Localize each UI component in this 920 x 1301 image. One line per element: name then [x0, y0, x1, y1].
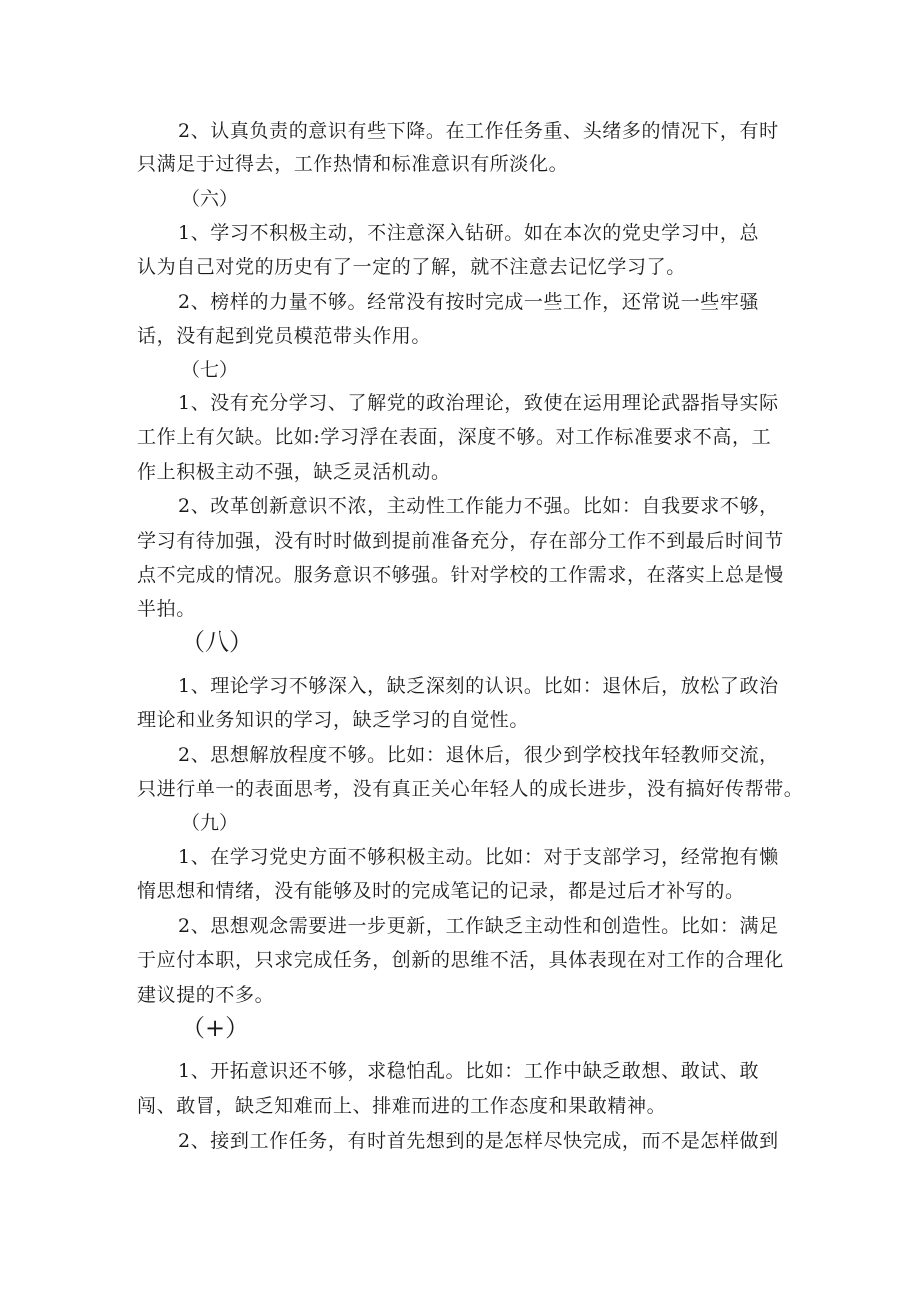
paragraph-line: 1、在学习党史方面不够积极主动。比如：对于支部学习，经常抱有懒: [178, 846, 779, 868]
paragraph-line: 工作上有欠缺。比如:学习浮在表面，深度不够。对工作标准要求不高，工: [137, 426, 772, 448]
paragraph-line: 闯、敢冒，缺乏知难而上、排难而进的工作态度和果敢精神。: [137, 1095, 667, 1117]
section-heading-7: （七）: [181, 359, 239, 381]
paragraph-line: 认为自己对党的历史有了一定的了解，就不注意去记忆学习了。: [137, 256, 686, 278]
paragraph-line: 2、认真负责的意识有些下降。在工作任务重、头绪多的情况下，有时: [178, 120, 779, 142]
paragraph-line: 于应付本职，只求完成任务，创新的思维不活，具体表现在对工作的合理化: [137, 949, 784, 971]
paragraph-line: 2、改革创新意识不浓，主动性工作能力不强。比如：自我要求不够，: [178, 495, 779, 517]
paragraph-line: 学习有待加强，没有时时做到提前准备充分，存在部分工作不到最后时间节: [137, 530, 784, 552]
paragraph-line: 2、榜样的力量不够。经常没有按时完成一些工作，还常说一些牢骚: [178, 291, 760, 313]
section-heading-10: （+）: [181, 1014, 250, 1042]
paragraph-line: 点不完成的情况。服务意识不够强。针对学校的工作需求，在落实上总是慢: [137, 564, 784, 586]
paragraph-line: 1、开拓意识还不够，求稳怕乱。比如：工作中缺乏敢想、敢试、敢: [178, 1060, 760, 1082]
paragraph-line: 1、学习不积极主动，不注意深入钻研。如在本次的党史学习中，总: [178, 222, 760, 244]
paragraph-line: 惰思想和情绪，没有能够及时的完成笔记的记录，都是过后才补写的。: [137, 880, 745, 902]
paragraph-line: 2、接到工作任务，有时首先想到的是怎样尽快完成，而不是怎样做到: [178, 1130, 779, 1152]
paragraph-line: 只进行单一的表面思考，没有真正关心年轻人的成长进步，没有搞好传帮带。: [137, 778, 804, 800]
paragraph-line: 只满足于过得去，工作热情和标准意识有所淡化。: [137, 153, 569, 175]
paragraph-line: 1、理论学习不够深入，缺乏深刻的认识。比如：退休后，放松了政治: [178, 675, 779, 697]
section-heading-8: （八）: [181, 628, 253, 656]
paragraph-line: 建议提的不多。: [137, 984, 275, 1006]
paragraph-line: 作上积极主动不强，缺乏灵活机动。: [137, 461, 451, 483]
paragraph-line: 2、思想解放程度不够。比如：退休后，很少到学校找年轻教师交流，: [178, 744, 779, 766]
paragraph-line: 话，没有起到党员模范带头作用。: [137, 325, 432, 347]
paragraph-line: 2、思想观念需要进一步更新，工作缺乏主动性和创造性。比如：满足: [178, 915, 779, 937]
paragraph-line: 理论和业务知识的学习，缺乏学习的自觉性。: [137, 709, 530, 731]
paragraph-line: 1、没有充分学习、了解党的政治理论，致使在运用理论武器指导实际: [178, 392, 779, 414]
paragraph-line: 半拍。: [137, 598, 196, 620]
section-heading-6: （六）: [181, 188, 239, 210]
section-heading-9: （九）: [181, 812, 239, 834]
